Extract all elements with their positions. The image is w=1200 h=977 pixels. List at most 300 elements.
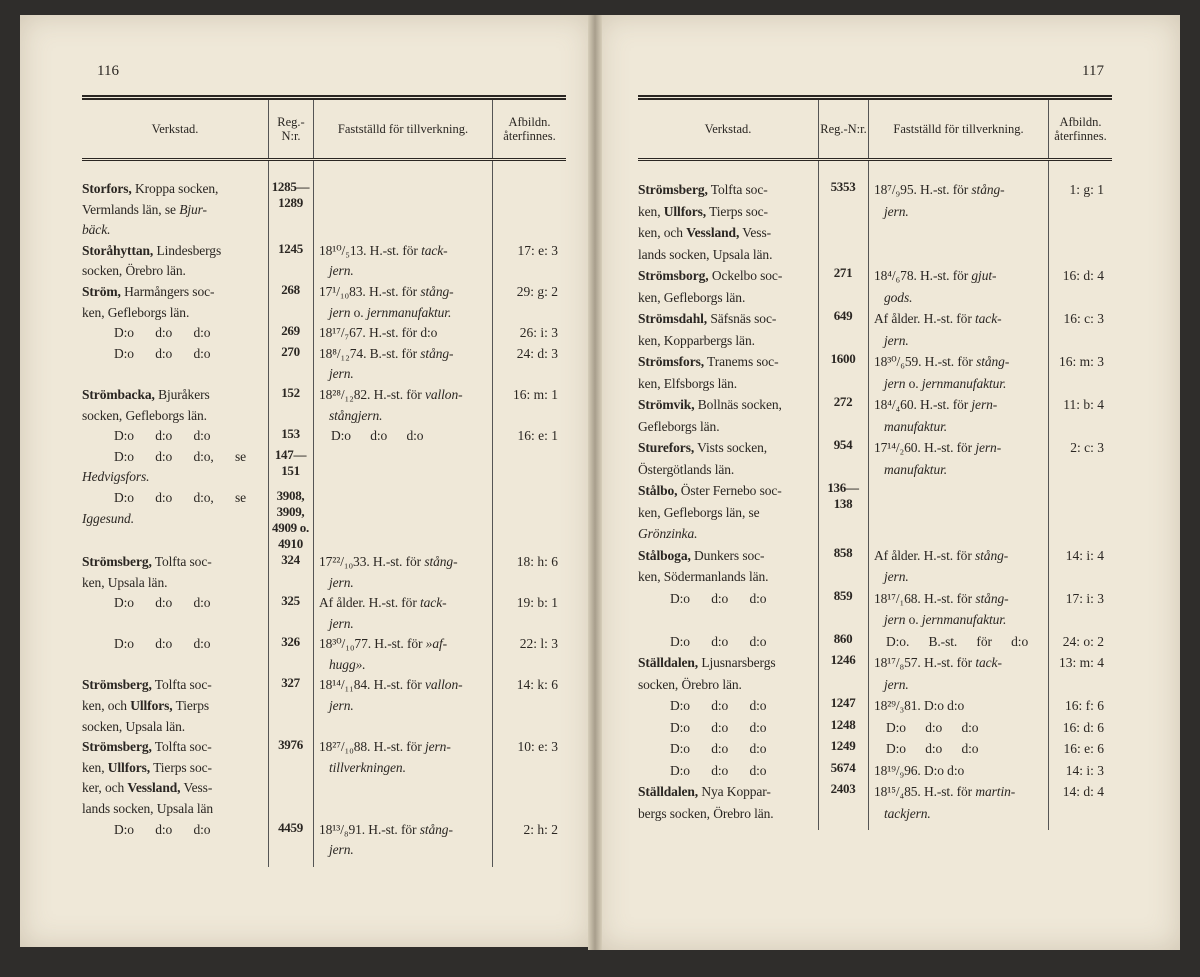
text-segment: Gefleborgs län. — [638, 418, 720, 434]
text-segment: D:o d:o d:o — [886, 719, 979, 735]
right-page — [598, 15, 1180, 950]
reg-number-cell — [268, 488, 313, 552]
text-line — [82, 634, 265, 655]
verkstad-cell — [638, 437, 818, 480]
text-segment: Lindesbergs — [156, 242, 222, 258]
text-segment: jernmanufaktur. — [921, 612, 1007, 627]
reg-number-cell — [268, 385, 313, 426]
table-header — [638, 95, 1112, 161]
table-body — [638, 161, 1112, 824]
text-line — [82, 385, 265, 406]
verkstad-cell — [638, 480, 818, 545]
text-line — [874, 652, 1045, 674]
text-line — [874, 394, 1045, 416]
text-line — [82, 426, 265, 447]
text-line — [638, 480, 815, 502]
figure-reference: 22: l: 3 — [519, 636, 558, 652]
text-segment: gods. — [884, 289, 913, 305]
works-name: Strömsberg, — [638, 182, 708, 197]
figure-reference: 29: g: 2 — [516, 283, 558, 299]
text-segment: martin- — [975, 784, 1016, 799]
verkstad-cell — [638, 351, 818, 394]
verkstad-cell — [638, 394, 818, 437]
text-segment: Vess- — [183, 780, 213, 796]
header-afb: Afbildn. återfinnes. — [492, 100, 566, 158]
verkstad-cell — [638, 781, 818, 824]
afbildn-cell — [492, 385, 566, 426]
header-verkstad: Verkstad. — [151, 122, 199, 136]
reg-number-cell — [268, 323, 313, 344]
fastställd-cell — [313, 282, 492, 323]
text-line — [319, 406, 489, 427]
figure-reference: 18: h: 6 — [516, 553, 558, 569]
text-segment: ken, Elfsborgs län. — [638, 375, 738, 391]
reg-number-cell — [818, 631, 868, 653]
fastställd-cell — [868, 265, 1048, 308]
figure-reference: 14: i: 4 — [1065, 547, 1104, 563]
text-segment: 18³⁰/₁₀77. H.-st. för — [319, 636, 426, 652]
text-line — [638, 437, 815, 459]
text-segment: vallon- — [424, 386, 463, 402]
works-name: Strömsdahl, — [638, 311, 708, 326]
verkstad-cell — [82, 634, 268, 675]
figure-reference: 16: c: 3 — [1063, 311, 1104, 326]
text-segment: Bjur- — [179, 201, 207, 217]
text-line — [82, 303, 265, 324]
text-line — [82, 573, 265, 594]
reg-number: 325 — [281, 593, 300, 609]
afbildn-cell — [492, 426, 566, 447]
column-rule — [268, 161, 269, 867]
text-segment: o. — [350, 304, 367, 320]
text-segment: 18⁷/₉95. H.-st. för — [874, 182, 972, 197]
text-segment: tack- — [975, 655, 1002, 670]
header-afb: Afbildn. återfinnes. — [1048, 100, 1112, 158]
works-name: Strömsberg, — [82, 677, 152, 693]
text-segment: socken, Örebro län. — [82, 263, 186, 279]
text-segment: jern- — [971, 397, 998, 412]
text-segment: Tolfta soc- — [154, 677, 212, 693]
reg-number-cell — [818, 351, 868, 394]
verkstad-cell — [638, 695, 818, 717]
fastställd-cell — [868, 351, 1048, 394]
text-segment: 18²⁷/₁₀88. H.-st. för — [319, 739, 425, 755]
text-line — [638, 244, 815, 266]
text-line — [319, 614, 489, 635]
verkstad-cell — [638, 760, 818, 782]
text-segment: Dunkers soc- — [694, 547, 765, 563]
verkstad-cell — [638, 545, 818, 588]
afbildn-cell — [1048, 695, 1112, 717]
column-rule — [492, 161, 493, 867]
afbildn-cell — [492, 282, 566, 323]
text-line — [874, 566, 1045, 588]
fastställd-cell — [868, 781, 1048, 824]
reg-number: 136— — [827, 480, 859, 495]
works-name: Strömsberg, — [82, 739, 152, 755]
text-line — [319, 675, 489, 696]
reg-number: 270 — [281, 343, 300, 359]
works-name: Ställdalen, — [638, 655, 699, 670]
text-line — [319, 261, 489, 282]
text-line — [82, 820, 265, 841]
text-segment: 18²⁹/₃81. D:o d:o — [874, 698, 965, 713]
header-fast: Fastställd för tillverkning. — [868, 100, 1048, 158]
text-segment: Vess- — [742, 225, 772, 240]
text-segment: gjut- — [971, 268, 997, 283]
reg-number: 1245 — [278, 240, 303, 256]
text-segment: D:o. B.-st. för d:o — [886, 633, 1029, 649]
text-segment: jern. — [884, 569, 909, 584]
text-segment: 18⁴/₆78. H.-st. för — [874, 268, 972, 283]
text-segment: jern — [329, 304, 351, 320]
fastställd-cell — [868, 545, 1048, 588]
verkstad-cell — [82, 737, 268, 819]
figure-reference: 17: e: 3 — [517, 242, 558, 258]
text-line — [82, 488, 265, 509]
reg-number-cell — [818, 588, 868, 631]
text-segment: D:o d:o d:o — [114, 428, 211, 444]
text-line — [874, 308, 1045, 330]
reg-number: 147— — [274, 446, 307, 462]
afbildn-cell — [492, 737, 566, 819]
text-segment: socken, Gefleborgs län. — [82, 407, 207, 423]
text-line — [638, 803, 815, 825]
text-segment: Ockelbo soc- — [711, 268, 783, 283]
reg-number: 1249 — [830, 738, 856, 753]
header-reg: Reg.-N:r. — [818, 100, 868, 158]
afbildn-cell — [1048, 588, 1112, 631]
reg-number-cell — [268, 675, 313, 737]
figure-reference: 14: d: 4 — [1062, 784, 1104, 799]
text-segment: D:o d:o d:o — [114, 325, 211, 341]
text-line — [82, 758, 265, 779]
verkstad-cell — [638, 179, 818, 265]
text-line — [82, 344, 265, 365]
text-segment: ken, och — [638, 225, 687, 240]
column-rule — [1048, 161, 1049, 830]
verkstad-cell — [82, 593, 268, 634]
text-line — [874, 351, 1045, 373]
verkstad-cell — [638, 308, 818, 351]
reg-number: 326 — [281, 634, 300, 650]
text-line — [638, 330, 815, 352]
text-segment: stång- — [975, 590, 1009, 606]
verkstad-cell — [82, 675, 268, 737]
afbildn-cell — [492, 552, 566, 593]
text-line — [82, 552, 265, 573]
figure-reference: 2: c: 3 — [1070, 440, 1104, 455]
afbildn-cell — [1048, 781, 1112, 824]
text-segment: Af ålder. H.-st. för — [874, 311, 975, 326]
reg-number-cell — [818, 695, 868, 717]
verkstad-cell — [82, 344, 268, 385]
text-segment: stång- — [419, 821, 453, 837]
text-segment: manufaktur. — [884, 418, 948, 434]
fastställd-cell — [313, 675, 492, 737]
text-segment: Kroppa socken, — [135, 181, 219, 196]
fastställd-cell — [313, 426, 492, 447]
text-line — [82, 447, 265, 468]
text-line — [319, 323, 489, 344]
text-segment: tillverkningen. — [329, 759, 406, 775]
text-segment: ken, Södermanlands län. — [638, 569, 769, 584]
text-line — [874, 803, 1045, 825]
text-segment: socken, Örebro län. — [638, 676, 742, 692]
text-line — [638, 674, 815, 696]
text-line — [82, 467, 265, 488]
fastställd-cell — [868, 308, 1048, 351]
text-line — [638, 545, 815, 567]
afbildn-cell — [1048, 308, 1112, 351]
reg-number: 5674 — [830, 759, 856, 775]
text-line — [82, 261, 265, 282]
works-name: Strömbacka, — [82, 386, 155, 402]
text-segment: Tolfta soc- — [154, 739, 212, 755]
fastställd-cell — [868, 437, 1048, 480]
figure-reference: 16: d: 4 — [1062, 268, 1104, 283]
text-segment: stång- — [420, 345, 454, 361]
reg-number-cell — [818, 760, 868, 782]
header-reg: Reg.-N:r. — [268, 100, 313, 158]
text-segment: jern. — [329, 263, 354, 279]
afbildn-cell — [492, 323, 566, 344]
reg-number-cell — [268, 552, 313, 593]
fastställd-cell — [313, 552, 492, 593]
fastställd-cell — [313, 488, 492, 552]
text-segment: Tierps soc- — [153, 759, 212, 775]
verkstad-cell — [638, 717, 818, 739]
text-line — [638, 287, 815, 309]
works-name: Sturefors, — [638, 440, 695, 455]
works-name: Strömsborg, — [638, 268, 709, 283]
afbildn-cell — [1048, 717, 1112, 739]
text-segment: tackjern. — [884, 805, 931, 821]
text-segment: ken, Gefleborgs län. — [82, 304, 190, 320]
fastställd-cell — [868, 588, 1048, 631]
fastställd-cell — [313, 344, 492, 385]
text-segment: D:o d:o d:o — [114, 636, 211, 652]
text-line — [319, 241, 489, 262]
text-segment: D:o d:o d:o — [670, 762, 767, 778]
text-segment: stång- — [420, 283, 454, 299]
works-name: Vessland, — [686, 225, 740, 240]
figure-reference: 19: b: 1 — [516, 595, 558, 611]
figure-reference: 16: d: 6 — [1062, 719, 1104, 735]
text-line — [874, 373, 1045, 395]
reg-number: 3976 — [278, 737, 303, 753]
reg-number: 1246 — [830, 652, 856, 667]
text-segment: stång- — [971, 182, 1005, 197]
text-segment: Tierps soc- — [709, 203, 768, 219]
text-line — [319, 573, 489, 594]
reg-number: 4909 o. — [272, 519, 309, 535]
text-segment: vallon- — [424, 677, 463, 693]
reg-number-cell — [268, 282, 313, 323]
reg-number: 4459 — [278, 819, 303, 835]
text-segment: D:o d:o d:o, se — [114, 489, 246, 505]
verkstad-cell — [82, 323, 268, 344]
text-segment: Ljusnarsbergs — [701, 655, 776, 670]
text-line — [319, 758, 489, 779]
text-segment: manufaktur. — [884, 461, 948, 477]
text-line — [319, 364, 489, 385]
text-segment: ken, och — [82, 698, 131, 714]
verkstad-cell — [82, 552, 268, 593]
page-number: 117 — [1082, 63, 1104, 79]
reg-number: 859 — [833, 587, 853, 603]
figure-reference: 2: h: 2 — [523, 821, 558, 837]
afbildn-cell — [492, 488, 566, 552]
afbildn-cell — [492, 447, 566, 488]
figure-reference: 16: e: 1 — [517, 428, 558, 444]
left-page — [20, 15, 592, 947]
afbildn-cell — [492, 634, 566, 675]
text-line — [638, 179, 815, 201]
works-name: Storfors, — [82, 181, 132, 196]
works-name: Ställdalen, — [638, 784, 699, 799]
fastställd-cell — [313, 820, 492, 861]
text-line — [638, 523, 815, 545]
afbildn-cell — [1048, 179, 1112, 265]
text-segment: jern. — [884, 332, 909, 348]
afbildn-cell — [1048, 394, 1112, 437]
fastställd-cell — [868, 652, 1048, 695]
text-line — [319, 552, 489, 573]
reg-number-cell — [268, 447, 313, 488]
reg-number: 1289 — [278, 195, 303, 210]
text-line — [82, 696, 265, 717]
text-line — [874, 588, 1045, 610]
reg-number-cell — [268, 241, 313, 282]
text-segment: stång- — [424, 553, 458, 569]
text-segment: Af ålder. H.-st. för — [319, 595, 420, 611]
text-segment: D:o d:o d:o — [670, 590, 767, 606]
afbildn-cell — [1048, 265, 1112, 308]
fastställd-cell — [868, 760, 1048, 782]
text-segment: lands socken, Upsala län — [82, 801, 214, 817]
text-segment: lands socken, Upsala län. — [638, 246, 773, 262]
text-line — [874, 695, 1045, 717]
text-segment: D:o d:o d:o — [670, 719, 767, 735]
text-line — [638, 566, 815, 588]
reg-number-cell — [268, 820, 313, 861]
verkstad-cell — [82, 447, 268, 488]
text-line — [638, 201, 815, 223]
fastställd-cell — [868, 631, 1048, 653]
reg-number-cell — [818, 480, 868, 545]
reg-number: 860 — [833, 630, 853, 646]
works-name: Stålbo, — [638, 483, 678, 498]
figure-reference: 17: i: 3 — [1065, 590, 1104, 606]
figure-reference: 1: g: 1 — [1069, 182, 1104, 197]
text-segment: Harmångers soc- — [124, 283, 215, 299]
column-rule — [313, 161, 314, 867]
fastställd-cell — [868, 394, 1048, 437]
reg-number: 272 — [833, 394, 853, 409]
text-line — [638, 717, 815, 739]
figure-reference: 14: k: 6 — [516, 677, 558, 693]
text-segment: jern. — [884, 676, 909, 692]
text-line — [82, 241, 265, 262]
text-segment: 17²²/₁₀33. H.-st. för — [319, 553, 425, 569]
figure-reference: 14: i: 3 — [1065, 762, 1104, 778]
fastställd-cell — [868, 179, 1048, 265]
text-segment: ken, — [82, 759, 108, 775]
afbildn-cell — [1048, 631, 1112, 653]
afbildn-cell — [1048, 545, 1112, 588]
text-segment: 18¹⁴/₁₁84. H.-st. för — [319, 677, 425, 693]
text-line — [638, 631, 815, 653]
works-name: Storåhyttan, — [82, 242, 154, 258]
fastställd-cell — [313, 179, 492, 241]
text-segment: tack- — [421, 242, 448, 258]
text-segment: Tolfta soc- — [154, 553, 212, 569]
reg-number: 5353 — [830, 179, 856, 194]
header-verkstad: Verkstad. — [704, 122, 752, 136]
text-line — [638, 308, 815, 330]
text-line — [82, 737, 265, 758]
text-segment: 17¹⁴/₂60. H.-st. för — [874, 440, 976, 455]
reg-number: 324 — [281, 551, 300, 567]
text-segment: Öster Fernebo soc- — [680, 483, 782, 498]
text-line — [82, 220, 265, 241]
text-line — [82, 282, 265, 303]
works-name: Strömvik, — [638, 397, 695, 412]
reg-number-cell — [818, 265, 868, 308]
text-line — [638, 760, 815, 782]
text-segment: jern. — [329, 842, 354, 858]
text-segment: D:o d:o d:o — [114, 595, 211, 611]
text-segment: D:o d:o d:o — [670, 633, 767, 649]
reg-number-cell — [818, 717, 868, 739]
text-segment: Grönzinka. — [638, 526, 698, 541]
verkstad-cell — [82, 282, 268, 323]
afbildn-cell — [1048, 437, 1112, 480]
afbildn-cell — [492, 593, 566, 634]
text-segment: jern — [884, 612, 906, 627]
text-line — [874, 781, 1045, 803]
text-line — [638, 502, 815, 524]
text-line — [874, 717, 1045, 739]
reg-number: 269 — [281, 323, 300, 339]
reg-number: 138 — [833, 496, 853, 511]
reg-number: 858 — [833, 544, 853, 560]
figure-reference: 24: o: 2 — [1062, 633, 1104, 649]
text-line — [82, 799, 265, 820]
text-line — [319, 655, 489, 676]
page-number: 116 — [97, 63, 119, 79]
works-name: Strömsberg, — [82, 553, 152, 569]
text-line — [82, 593, 265, 614]
text-line — [319, 282, 489, 303]
text-segment: tack- — [420, 595, 447, 611]
text-segment: tack- — [975, 311, 1002, 326]
fastställd-cell — [868, 695, 1048, 717]
text-segment: bäck. — [82, 222, 111, 238]
figure-reference: 16: f: 6 — [1065, 698, 1104, 713]
text-line — [874, 674, 1045, 696]
text-line — [874, 760, 1045, 782]
text-segment: ken, Upsala län. — [82, 574, 168, 590]
text-segment: Östergötlands län. — [638, 461, 735, 477]
text-line — [638, 738, 815, 760]
verkstad-cell — [638, 738, 818, 760]
text-line — [874, 609, 1045, 631]
text-segment: hugg». — [329, 656, 366, 672]
works-name: Ullfors, — [107, 759, 151, 775]
text-segment: 18⁸/₁₂74. B.-st. för — [319, 345, 421, 361]
